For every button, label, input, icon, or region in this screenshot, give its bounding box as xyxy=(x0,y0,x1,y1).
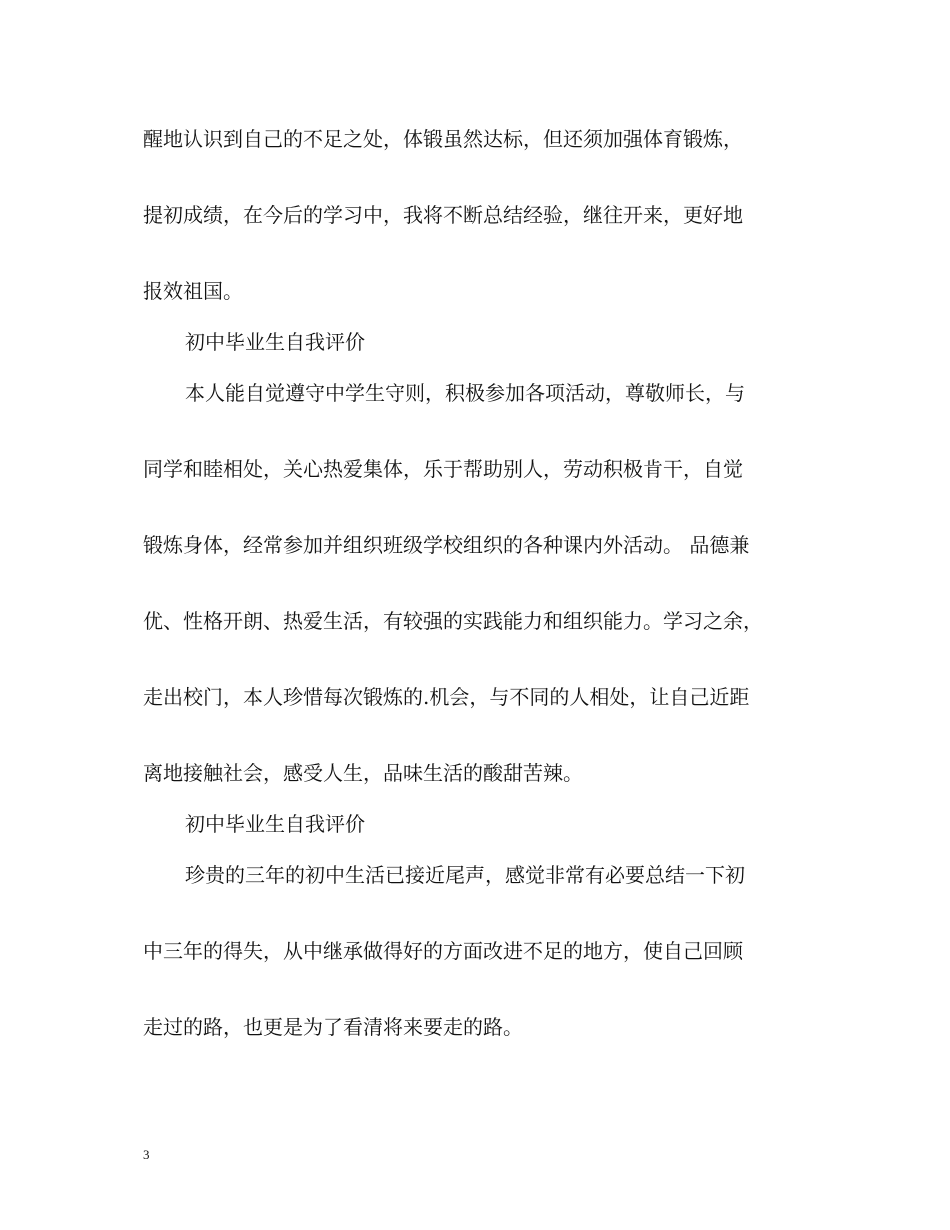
paragraph-first-line: 本人能自觉遵守中学生守则，积极参加各项活动，尊敬师长，与 xyxy=(185,381,745,405)
body-line: 同学和睦相处，关心热爱集体，乐于帮助别人，劳动积极肯干，自觉 xyxy=(143,457,743,481)
body-line: 离地接触社会，感受人生，品味生活的酸甜苦辣。 xyxy=(143,761,583,785)
section-heading: 初中毕业生自我评价 xyxy=(185,330,365,354)
body-line: 提初成绩，在今后的学习中，我将不断总结经验，继往开来，更好地 xyxy=(143,203,743,227)
body-line: 锻炼身体，经常参加并组织班级学校组织的各种课内外活动。 品德兼 xyxy=(143,533,750,557)
body-line: 报效祖国。 xyxy=(143,279,243,303)
section-heading: 初中毕业生自我评价 xyxy=(185,812,365,836)
paragraph-first-line: 珍贵的三年的初中生活已接近尾声，感觉非常有必要总结一下初 xyxy=(185,863,745,887)
page-number: 3 xyxy=(143,1147,150,1162)
body-line: 醒地认识到自己的不足之处，体锻虽然达标，但还须加强体育锻炼， xyxy=(143,127,743,151)
body-line: 走出校门，本人珍惜每次锻炼的.机会，与不同的人相处，让自己近距 xyxy=(143,685,750,709)
document-body xyxy=(143,122,808,1044)
body-line: 走过的路，也更是为了看清将来要走的路。 xyxy=(143,1015,523,1039)
body-line: 中三年的得失，从中继承做得好的方面改进不足的地方，使自己回顾 xyxy=(143,939,743,963)
body-line: 优、性格开朗、热爱生活，有较强的实践能力和组织能力。学习之余， xyxy=(143,609,763,633)
